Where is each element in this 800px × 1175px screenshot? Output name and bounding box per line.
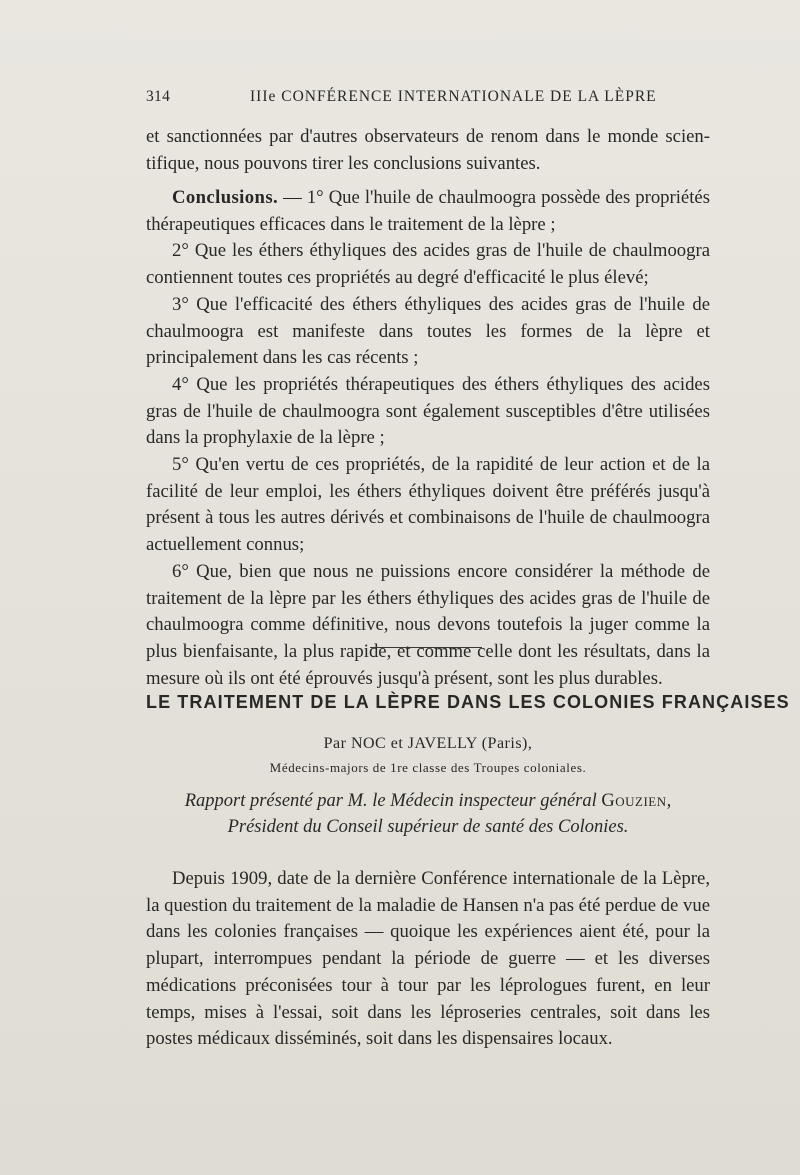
section-divider <box>370 647 482 648</box>
article-authors: Par NOC et JAVELLY (Paris), <box>323 735 533 752</box>
report-suffix: , <box>666 791 672 811</box>
intro-paragraph <box>146 124 710 177</box>
conclusion-item <box>146 185 710 238</box>
report-person-name: Gouzien <box>601 791 667 811</box>
body-paragraph: Depuis 1909, date de la dernière Conférence internationale de la Lèpre, la question du traitement de la maladie de Hansen n'a pas été perdue de vue dans les colonies françaises — quoique les expériences aient été, pour la plupart, interrompues pendant la période de guerre — et les diverses médications préconisées tour à tour par les léprologues furent, en leur temps, mises à l'essai, soit dans les léproseries centrales, soit dans les postes médicaux disséminés, soit dans les dispensaires locaux. <box>146 868 710 1050</box>
intro-line: tifique, nous pouvons tirer les conclusions suivantes. <box>146 152 541 174</box>
conclusion-item: 4° Que les propriétés thérapeutiques des éthers éthyliques des acides gras de l'huile de chaulmoogra sont également susceptibles d'être utilisées dans la prophylaxie de la lèpre ; <box>146 373 710 449</box>
conclusion-item: 5° Qu'en vertu de ces propriétés, de la rapidité de leur action et de la facilité de leur emploi, les éthers éthyliques doivent être préférés jusqu'à présent à tous les autres dérivés et combinaisons de l'huile de chaulmoogra actuellement connus; <box>146 454 710 556</box>
conclusion-item: 2° Que les éthers éthyliques des acides gras de l'huile de chaulmoogra contiennent toutes ces propriétés au degré d'efficacité le plus élevé; <box>146 240 710 289</box>
page-number: 314 <box>146 88 171 105</box>
intro-line: et sanctionnées par d'autres observateurs de renom dans le monde scien- <box>146 126 710 147</box>
report-prefix: Rapport présenté par M. le Médecin inspecteur général <box>184 791 602 811</box>
conclusion-item: 6° Que, bien que nous ne puissions encore considérer la méthode de traitement de la lèpre par les éthers éthyliques des acides gras de l'huile de chaulmoogra comme définitive, nous devons toutefois la juger comme la plus bienfaisante, la plus rapide, et comme celle dont les résultats, dans la mesure où ils ont été éprouvés jusqu'à présent, sont les plus durables. <box>146 560 710 689</box>
article-body <box>146 866 710 1053</box>
report-line-2: Président du Conseil supérieur de santé des Colonies. <box>227 817 629 837</box>
running-title: IIIe CONFÉRENCE INTERNATIONALE DE LA LÈPRE <box>250 88 657 105</box>
conclusions-section <box>146 185 710 692</box>
conclusions-label: Conclusions. <box>172 187 279 208</box>
article-title: LE TRAITEMENT DE LA LÈPRE DANS LES COLONIES FRANÇAISES <box>146 692 790 712</box>
conclusion-first-text: — 1° Que l'huile de chaulmoogra possède des propriétés thérapeutiques efficaces dans le traitement de la lèpre ; <box>146 187 710 235</box>
conclusion-item: 3° Que l'efficacité des éthers éthyliques des acides gras de l'huile de chaulmoogra est manifeste dans toutes les formes de la lèpre et principalement dans les cas récents ; <box>146 293 710 369</box>
author-affiliation: Médecins-majors de 1re classe des Troupes coloniales. <box>269 760 587 775</box>
report-line-1 <box>146 788 710 814</box>
report-note <box>146 788 710 840</box>
